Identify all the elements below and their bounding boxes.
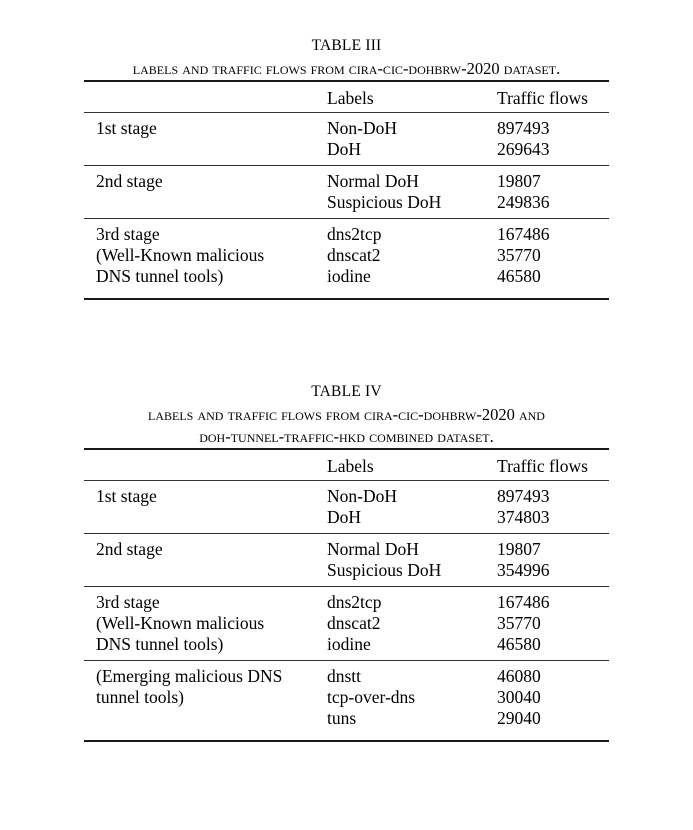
row-label: dnstt (327, 666, 362, 686)
row-label: iodine (327, 266, 371, 286)
row-flows: 897493 (497, 118, 550, 138)
table-number-3: TABLE III (311, 37, 382, 54)
table-caption-4 (0, 404, 693, 448)
table-row (84, 613, 609, 634)
stage-label: 3rd stage (96, 592, 160, 612)
row-label: dns2tcp (327, 224, 382, 244)
table-3-body (84, 81, 609, 299)
row-flows: 46080 (497, 666, 541, 686)
row-flows: 30040 (497, 687, 541, 707)
table-row (84, 708, 609, 734)
table-row (84, 507, 609, 534)
table-4-top-rule (84, 449, 609, 456)
row-label: tcp-over-dns (327, 687, 416, 707)
table-row (84, 219, 609, 246)
row-label: Normal DoH (327, 171, 419, 191)
stage-label: 1st stage (96, 486, 157, 506)
row-label: Normal DoH (327, 539, 419, 559)
row-label: dnscat2 (327, 245, 381, 265)
stage-label: 2nd stage (96, 171, 163, 191)
table-3-top-rule (84, 81, 609, 88)
header-traffic-flows: Traffic flows (497, 88, 588, 108)
stage-label-cont: (Well-Known malicious (96, 245, 265, 265)
table-block-3 (0, 36, 693, 300)
header-traffic-flows: Traffic flows (497, 456, 588, 476)
row-flows: 19807 (497, 539, 541, 559)
row-label: dns2tcp (327, 592, 382, 612)
row-flows: 374803 (497, 507, 550, 527)
row-flows: 46580 (497, 266, 541, 286)
table-caption-3 (0, 58, 693, 80)
table-row (84, 192, 609, 219)
row-flows: 249836 (497, 192, 550, 212)
table-3-header-row (84, 88, 609, 113)
stage-label-cont: tunnel tools) (96, 687, 184, 707)
table-row (84, 139, 609, 166)
row-label: DoH (327, 139, 362, 159)
row-flows: 19807 (497, 171, 541, 191)
table-row (84, 560, 609, 587)
table-row (84, 113, 609, 140)
row-label: Suspicious DoH (327, 560, 442, 580)
stage-label: 3rd stage (96, 224, 160, 244)
header-labels: Labels (327, 456, 374, 476)
table-row (84, 534, 609, 561)
row-flows: 167486 (497, 224, 550, 244)
row-flows: 167486 (497, 592, 550, 612)
row-label: Non-DoH (327, 486, 397, 506)
table-row (84, 266, 609, 292)
table-row (84, 166, 609, 193)
table-4-body (84, 449, 609, 741)
stage-label: (Emerging malicious DNS (96, 666, 283, 686)
row-flows: 897493 (497, 486, 550, 506)
table-block-4 (0, 382, 693, 742)
row-flows: 269643 (497, 139, 550, 159)
row-flows: 35770 (497, 613, 541, 633)
header-labels: Labels (327, 88, 374, 108)
row-flows: 29040 (497, 708, 541, 728)
row-flows: 354996 (497, 560, 550, 580)
row-label: Non-DoH (327, 118, 397, 138)
header-blank (84, 456, 327, 481)
table-row (84, 587, 609, 614)
table-row (84, 481, 609, 508)
table-3-bottom-rule (84, 292, 609, 299)
table-4-header-row (84, 456, 609, 481)
caption-line: doh-tunnel-traffic-hkd combined dataset. (199, 427, 494, 446)
table-row (84, 687, 609, 708)
table-row (84, 661, 609, 688)
table-row (84, 245, 609, 266)
table-3 (84, 80, 609, 300)
row-flows: 35770 (497, 245, 541, 265)
row-label: dnscat2 (327, 613, 381, 633)
stage-label-cont: DNS tunnel tools) (96, 634, 224, 654)
row-flows: 46580 (497, 634, 541, 654)
table-row (84, 634, 609, 661)
stage-label-cont: DNS tunnel tools) (96, 266, 224, 286)
caption-line: labels and traffic flows from cira-cic-dohbrw-2020 and (148, 405, 545, 424)
row-label: DoH (327, 507, 362, 527)
caption-line: labels and traffic flows from cira-cic-dohbrw-2020 dataset. (132, 59, 561, 78)
stage-label: 2nd stage (96, 539, 163, 559)
stage-label-cont: (Well-Known malicious (96, 613, 265, 633)
header-blank (84, 88, 327, 113)
row-label: tuns (327, 708, 357, 728)
table-number-4: TABLE IV (311, 383, 382, 400)
table-4 (84, 448, 609, 742)
table-4-bottom-rule (84, 734, 609, 741)
row-label: Suspicious DoH (327, 192, 442, 212)
row-label: iodine (327, 634, 371, 654)
stage-label: 1st stage (96, 118, 157, 138)
